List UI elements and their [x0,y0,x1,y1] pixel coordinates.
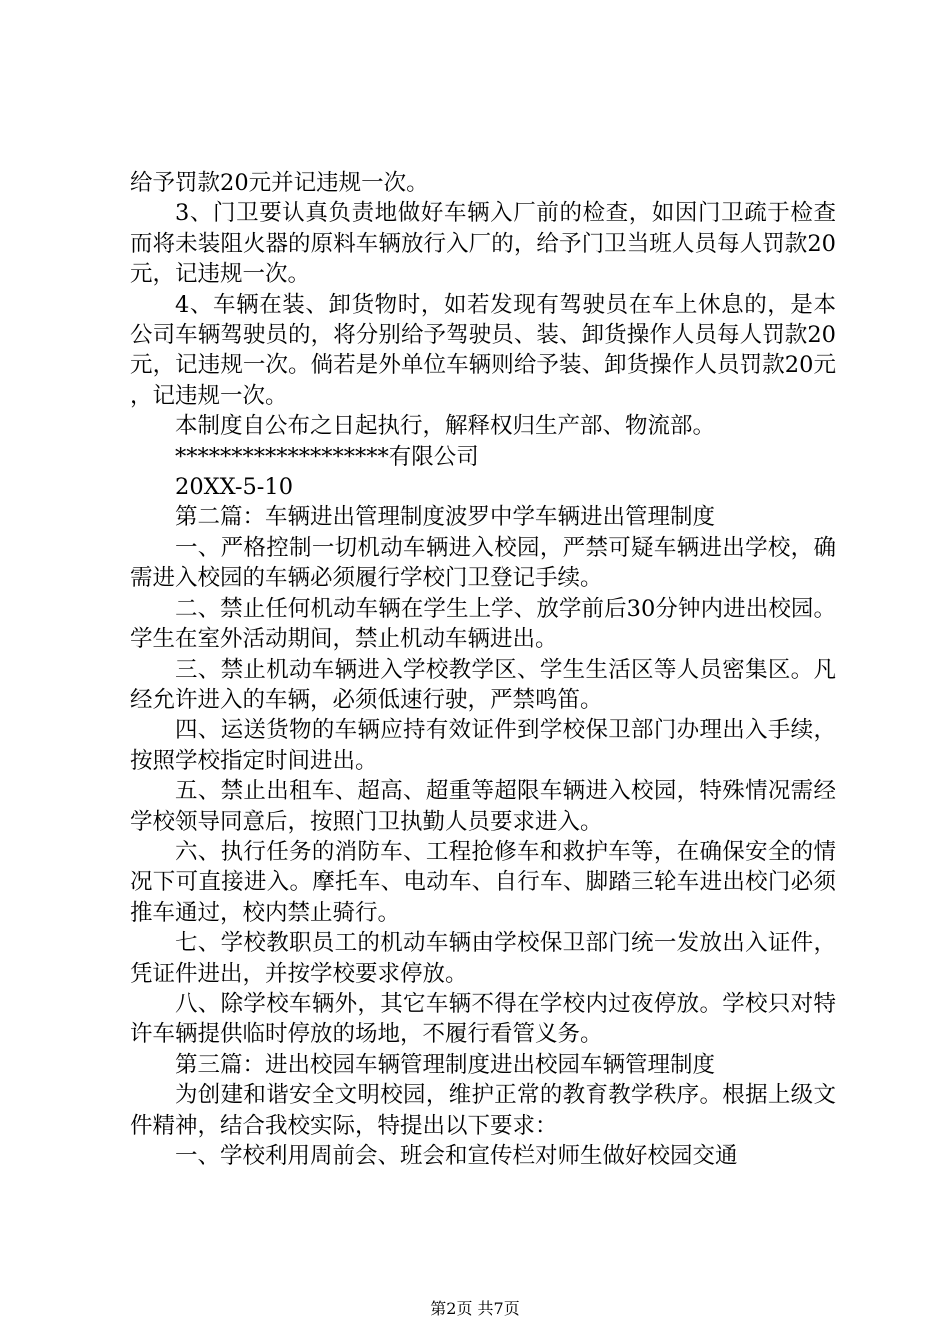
paragraph: 给予罚款20元并记违规一次。 [130,170,429,196]
company-signature: *******************有限公司 [175,443,479,470]
paragraph: 四、运送货物的车辆应持有效证件到学校保卫部门办理出入手续，按照学校指定时间进出。 [130,717,836,774]
page-number-footer: 第2页 共7页 [430,1299,520,1318]
paragraph: 3、门卫要认真负责地做好车辆入厂前的检查，如因门卫疏于检查而将未装阻火器的原料车辆放行入厂的，给予门卫当班人员每人罚款20元，记违规一次。 [130,200,836,288]
paragraph: 三、禁止机动车辆进入学校教学区、学生生活区等人员密集区。凡经允许进入的车辆，必须低速行驶，严禁鸣笛。 [130,656,836,713]
section-heading: 第二篇：车辆进出管理制度波罗中学车辆进出管理制度 [175,504,716,531]
paragraph: 一、严格控制一切机动车辆进入校园，严禁可疑车辆进出学校，确需进入校园的车辆必须履行学校门卫登记手续。 [130,534,836,592]
paragraph: 七、学校教职员工的机动车辆由学校保卫部门统一发放出入证件，凭证件进出，并按学校要求停放。 [130,930,836,987]
paragraph: 六、执行任务的消防车、工程抢修车和救护车等，在确保安全的情况下可直接进入。摩托车、电动车、自行车、脚踏三轮车进出校门必须推车通过，校内禁止骑行。 [130,838,836,926]
paragraph: 八、除学校车辆外，其它车辆不得在学校内过夜停放。学校只对特许车辆提供临时停放的场地，不履行看管义务。 [130,990,836,1048]
section-heading: 第三篇：进出校园车辆管理制度进出校园车辆管理制度 [175,1051,716,1078]
paragraph: 本制度自公布之日起执行，解释权归生产部、物流部。 [175,413,716,440]
paragraph: 一、学校利用周前会、班会和宣传栏对师生做好校园交通 [175,1143,738,1169]
document-body [130,168,836,1171]
paragraph: 为创建和谐安全文明校园，维护正常的教育教学秩序。根据上级文件精神，结合我校实际，特提出以下要求： [130,1082,836,1139]
paragraph: 五、禁止出租车、超高、超重等超限车辆进入校园，特殊情况需经学校领导同意后，按照门卫执勤人员要求进入。 [130,778,836,835]
paragraph: 4、车辆在装、卸货物时，如若发现有驾驶员在车上休息的，是本公司车辆驾驶员的，将分别给予驾驶员、装、卸货操作人员每人罚款20元，记违规一次。倘若是外单位车辆则给予装、卸货操作人员罚款20元，记违规一次。 [130,291,836,409]
paragraph: 二、禁止任何机动车辆在学生上学、放学前后30分钟内进出校园。学生在室外活动期间，禁止机动车辆进出。 [130,595,836,653]
document-date: 20XX-5-10 [175,474,294,501]
